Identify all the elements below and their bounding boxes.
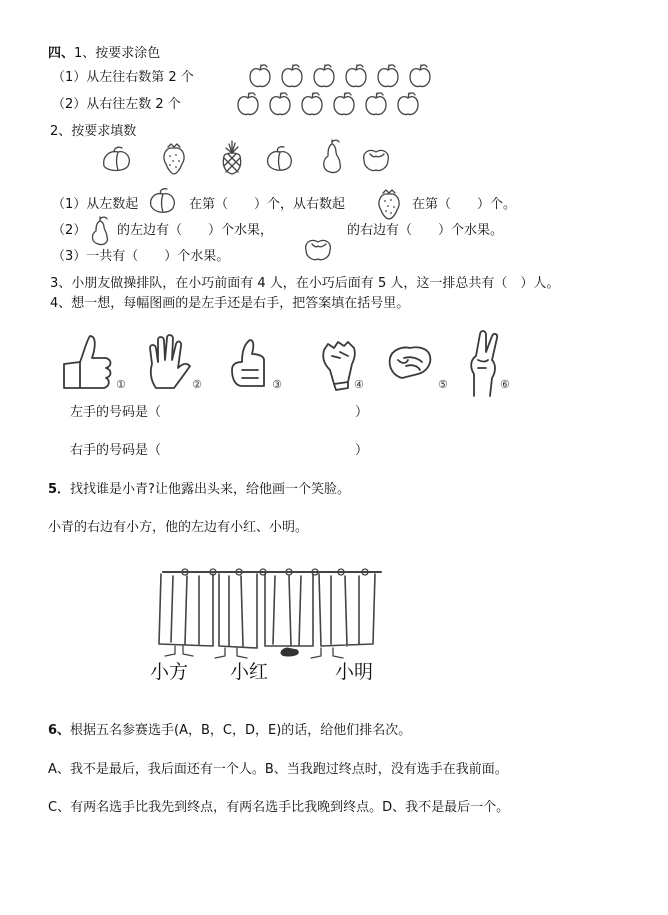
name-label-xiaoming: 小明 xyxy=(335,661,374,683)
fill-numbers-heading: 2、按要求填数 xyxy=(50,124,137,139)
name-label-xiaohong: 小红 xyxy=(230,661,269,683)
section5-title xyxy=(48,482,350,498)
apple-icon xyxy=(398,93,418,115)
section6-statement-line-2: C、有两名选手比我先到终点，有两名选手比我晚到终点。D、我不是最后一个。 xyxy=(48,800,510,815)
hand-number-5: ⑤ xyxy=(438,378,448,391)
pear-icon xyxy=(324,140,341,173)
apple-icon xyxy=(238,93,258,115)
hands-question: 4、想一想，每幅图画的是左手还是右手，把答案填在括号里。 xyxy=(50,296,410,311)
apple-icon xyxy=(282,65,302,87)
name-label-xiaofang: 小方 xyxy=(150,661,189,683)
right-hand-close-paren: ） xyxy=(355,443,369,458)
left-hand-close-paren: ） xyxy=(355,405,369,420)
glove-hand-icon xyxy=(323,342,364,391)
hands-illustration xyxy=(58,330,538,410)
question-2-part-c: 的右边有（ ）个水果。 xyxy=(347,223,504,238)
pear-icon xyxy=(89,216,111,246)
strawberry-icon xyxy=(164,144,184,174)
left-hand-label: 左手的号码是（ xyxy=(70,405,162,420)
apple-row-2 xyxy=(234,92,434,118)
coloring-instruction-2: （2）从右往左数 2 个 xyxy=(52,97,181,112)
fist-hand-icon xyxy=(390,347,448,391)
pineapple-icon xyxy=(223,141,240,174)
question-2-part-b: 的左边有（ ）个水果， xyxy=(117,223,274,238)
hand-number-4: ④ xyxy=(354,378,364,391)
apple-icon xyxy=(334,93,354,115)
section6-statement-line-1: A、我不是最后，我后面还有一个人。B、当我跑过终点时，没有选手在我前面。 xyxy=(48,762,508,777)
section4-title xyxy=(48,46,160,62)
right-hand-label: 右手的号码是（ xyxy=(70,443,162,458)
question-3-total-fruits: （3）一共有（ ）个水果。 xyxy=(52,249,230,264)
apple-icon xyxy=(302,93,322,115)
hand-number-1: ① xyxy=(116,378,126,391)
thumbs-up-hand-icon xyxy=(232,340,282,391)
section4-number: 四、 xyxy=(48,46,75,61)
apple-icon xyxy=(270,93,290,115)
queue-question: 3、小朋友做操排队，在小巧前面有 4 人，在小巧后面有 5 人，这一排总共有（ ）人。 xyxy=(50,276,560,291)
hand-number-2: ② xyxy=(192,378,202,391)
peach-icon xyxy=(104,147,130,170)
apple-icon xyxy=(364,150,389,170)
section5-clue: 小青的右边有小方，他的左边有小红、小明。 xyxy=(48,520,309,535)
apple-icon xyxy=(366,93,386,115)
apple-icon xyxy=(410,65,430,87)
question-1-part-c: 在第（ ）个。 xyxy=(412,197,517,212)
section6-instruction: 根据五名参赛选手(A，B，C，D，E)的话，给他们排名次。 xyxy=(70,723,412,738)
peach-icon xyxy=(268,147,292,171)
fruit-row xyxy=(100,138,460,182)
apple-icon xyxy=(314,65,334,87)
apple-row-1 xyxy=(246,64,446,90)
apple-icon xyxy=(378,65,398,87)
apple-icon xyxy=(346,65,366,87)
section5-number: 5． xyxy=(48,482,71,497)
strawberry-icon xyxy=(377,186,403,220)
open-palm-hand-icon xyxy=(150,335,202,391)
hand-number-3: ③ xyxy=(272,378,282,391)
coloring-instruction-1: （1）从左往右数第 2 个 xyxy=(52,70,194,85)
question-1-part-a: （1）从左数起 xyxy=(52,197,139,212)
section6-title xyxy=(48,723,411,739)
section6-number: 6、 xyxy=(48,723,71,738)
apple-icon xyxy=(250,65,270,87)
peace-sign-hand-icon xyxy=(471,331,510,396)
section4-subtitle: 1、按要求涂色 xyxy=(74,46,161,61)
section5-instruction: 找找谁是小青?让他露出头来，给他画一个笑脸。 xyxy=(70,482,350,497)
thumbs-up-hand-icon xyxy=(64,336,126,391)
hand-number-6: ⑥ xyxy=(500,378,510,391)
apple-icon xyxy=(304,236,334,262)
question-1-part-b: 在第（ ）个，从右数起 xyxy=(189,197,346,212)
peach-icon xyxy=(148,186,178,216)
right-hand-answer xyxy=(70,443,161,459)
question-2-part-a: （2） xyxy=(52,223,87,238)
left-hand-answer xyxy=(70,405,161,421)
